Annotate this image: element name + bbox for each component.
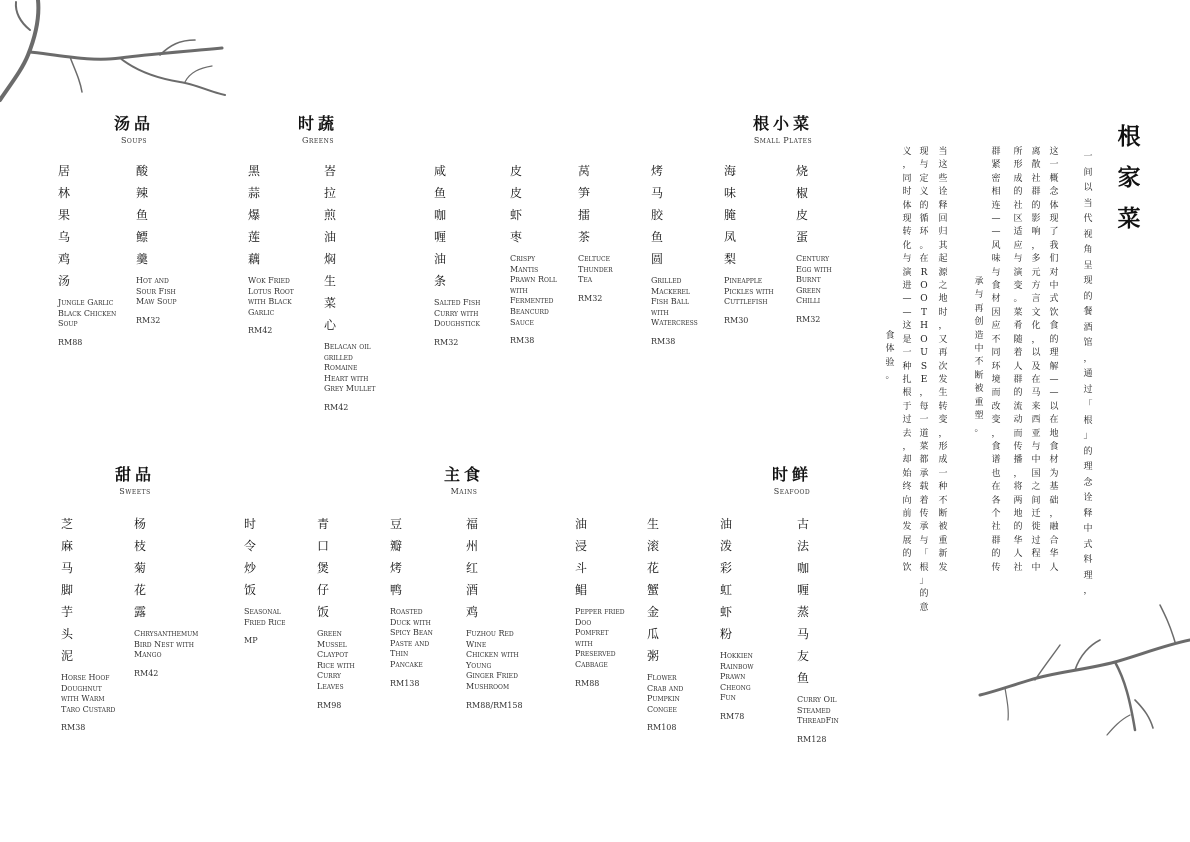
section-title-en: Mains xyxy=(450,487,478,496)
menu-item xyxy=(651,160,705,346)
section-title-en: Soups xyxy=(120,136,148,145)
dish-name-en: Flower Crab and Pumpkin Congee xyxy=(647,673,684,714)
dish-name-en: Green Mussel Claypot Rice with Curry Leaves xyxy=(317,629,355,691)
menu-item xyxy=(720,513,766,721)
section-title-zh: 时鲜 xyxy=(771,465,812,484)
dish-name-zh: 居 林 果 乌 鸡 汤 xyxy=(58,164,71,288)
section-title-zh: 根小菜 xyxy=(752,114,813,133)
menu-item xyxy=(466,513,523,710)
dish-name-en: Pepper fried Doo Pomfret with Preserved Cabbage xyxy=(575,607,625,669)
dish-price: RM32 xyxy=(434,337,459,347)
menu-item xyxy=(575,513,627,688)
menu-item xyxy=(578,160,628,303)
dish-name-zh: 烤 马 胶 鱼 圆 xyxy=(651,164,664,266)
section-title-zh: 汤品 xyxy=(113,114,154,133)
dish-price: RM138 xyxy=(390,678,420,688)
dish-name-zh: 皮 皮 虾 枣 xyxy=(510,164,523,244)
dish-price: MP xyxy=(244,636,258,646)
dish-price: RM88 xyxy=(58,337,83,347)
menu-item xyxy=(647,513,695,732)
menu-item xyxy=(134,513,214,678)
dish-name-zh: 咸 鱼 咖 喱 油 条 xyxy=(434,164,447,288)
dish-name-en: Hot and Sour Fish Maw Soup xyxy=(136,276,177,307)
menu-item xyxy=(796,160,844,324)
dish-name-zh: 生 滚 花 蟹 金 瓜 粥 xyxy=(647,517,660,663)
section-header-greens xyxy=(288,111,348,145)
section-title-zh: 主食 xyxy=(443,465,484,484)
dish-name-en: Celtuce Thunder Tea xyxy=(578,254,613,285)
section-title-en: Seafood xyxy=(773,487,811,496)
dish-price: RM42 xyxy=(248,326,273,336)
dish-price: RM98 xyxy=(317,700,342,710)
dish-price: RM88 xyxy=(575,678,600,688)
section-header-soups xyxy=(104,111,164,145)
dish-name-zh: 古 法 咖 喱 蒸 马 友 鱼 xyxy=(797,517,810,685)
dish-price: RM42 xyxy=(134,668,159,678)
dish-name-en: Grilled Mackerel Fish Ball with Watercress xyxy=(651,276,698,328)
intro-column: 群 紧 密 相 连 — — 风 味 与 食 材 因 应 不 同 环 境 而 改 变 ， 食 谱 也 在 各 个 社 群 的 传 xyxy=(991,147,1001,573)
dish-price: RM30 xyxy=(724,315,749,325)
dish-price: RM38 xyxy=(61,723,86,733)
section-title-en: Small Plates xyxy=(753,136,813,145)
branch-top-left-illustration xyxy=(0,0,230,110)
menu-item xyxy=(390,513,440,688)
intro-column: 一 间 以 当 代 视 角 呈 现 的 餐 酒 馆 ， 通 过 「 根 」 的 理 念 诠 释 中 式 料 理 ， xyxy=(1083,152,1093,596)
intro-column: 食 体 验 。 xyxy=(885,331,895,382)
menu-item xyxy=(797,513,847,744)
dish-name-zh: 时 令 炒 饭 xyxy=(244,517,257,597)
restaurant-title: 根 家 菜 xyxy=(1117,123,1141,232)
dish-name-en: Belacan oil grilled Romaine Heart with Grey Mullet xyxy=(324,342,376,394)
dish-name-en: Wok Fried Lotus Root with Black Garlic xyxy=(248,276,294,317)
menu-item xyxy=(510,160,562,345)
section-header-sweets xyxy=(105,462,165,496)
dish-name-zh: 酸 辣 鱼 鳔 羹 xyxy=(136,164,149,266)
menu-item xyxy=(317,513,363,710)
menu-item xyxy=(61,513,117,732)
dish-price: RM42 xyxy=(324,402,349,412)
dish-price: RM88/RM158 xyxy=(466,700,523,710)
intro-column: 现 与 定 义 的 循 环 。 在 R O O T H O U S E ， 每 一 道 菜 都 承 载 着 传 承 与 「 根 」 的 意 xyxy=(919,147,929,613)
menu-item xyxy=(58,160,118,347)
section-title-zh: 时蔬 xyxy=(297,114,338,133)
dish-price: RM32 xyxy=(796,314,821,324)
menu-item xyxy=(724,160,776,325)
dish-name-zh: 豆 瓣 烤 鸭 xyxy=(390,517,403,597)
dish-price: RM32 xyxy=(136,315,161,325)
dish-name-en: Roasted Duck with Spicy Bean Paste and Thin Pancake xyxy=(390,607,433,669)
dish-name-zh: 峇 拉 煎 油 焖 生 菜 心 xyxy=(324,164,337,332)
dish-name-en: Chrysanthemum Bird Nest with Mango xyxy=(134,629,199,660)
dish-name-en: Pineapple Pickles with Cuttlefish xyxy=(724,276,774,307)
dish-price: RM78 xyxy=(720,711,745,721)
dish-price: RM128 xyxy=(797,734,827,744)
menu-item xyxy=(324,160,376,412)
menu-item xyxy=(136,160,184,325)
dish-name-en: Jungle Garlic Black Chicken Soup xyxy=(58,298,117,329)
intro-column: 这 一 概 念 体 现 了 我 们 对 中 式 饮 食 的 理 解 — — 以 在 地 食 材 为 基 础 ， 融 合 华 人 xyxy=(1049,147,1059,573)
dish-name-zh: 油 浸 斗 鲳 xyxy=(575,517,588,597)
dish-name-en: Horse Hoof Doughnut with Warm Taro Custard xyxy=(61,673,116,714)
dish-name-en: Century Egg with Burnt Green Chilli xyxy=(796,254,832,306)
dish-name-en: Fuzhou Red Wine Chicken with Young Ginger Fried Mushroom xyxy=(466,629,519,691)
dish-name-en: Seasonal Fried Rice xyxy=(244,607,286,627)
dish-name-zh: 烧 椒 皮 蛋 xyxy=(796,164,809,244)
dish-name-zh: 莴 笋 擂 茶 xyxy=(578,164,591,244)
dish-name-zh: 青 口 煲 仔 饭 xyxy=(317,517,330,619)
dish-name-zh: 黑 蒜 爆 莲 藕 xyxy=(248,164,261,266)
dish-name-en: Crispy Mantis Prawn Roll with Fermented Beancurd Sauce xyxy=(510,254,557,327)
dish-price: RM38 xyxy=(651,336,676,346)
dish-name-zh: 芝 麻 马 脚 芋 头 泥 xyxy=(61,517,74,663)
menu-item xyxy=(248,160,298,335)
dish-price: RM38 xyxy=(510,336,535,346)
dish-name-zh: 杨 枝 菊 花 露 xyxy=(134,517,147,619)
dish-name-zh: 海 味 腌 凤 梨 xyxy=(724,164,737,266)
section-header-seafood xyxy=(762,462,822,496)
intro-column: 当 这 些 诠 释 回 归 其 起 源 之 地 时 ， 又 再 次 发 生 转 变 ， 形 成 一 种 不 断 被 重 新 发 xyxy=(938,147,948,573)
dish-name-en: Curry Oil Steamed ThreadFin xyxy=(797,695,839,726)
branch-bottom-right-illustration xyxy=(975,600,1190,740)
dish-price: RM108 xyxy=(647,723,677,733)
menu-item xyxy=(434,160,490,347)
section-header-mains xyxy=(434,462,494,496)
intro-column: 承 与 再 创 造 中 不 断 被 重 塑 。 xyxy=(974,277,984,435)
dish-name-en: Hokkien Rainbow Prawn Cheong Fun xyxy=(720,651,754,703)
intro-column: 离 散 社 群 的 影 响 ， 多 元 方 言 文 化 ， 以 及 在 马 来 西 亚 与 中 国 之 间 迁 徙 过 程 中 xyxy=(1031,147,1041,573)
menu-item xyxy=(244,513,290,645)
intro-column: 义 ， 同 时 体 现 转 化 与 演 进 — — 这 是 一 种 扎 根 于 过 去 ， 却 始 终 向 前 发 展 的 饮 xyxy=(902,147,912,573)
dish-price: RM32 xyxy=(578,293,603,303)
dish-name-en: Salted Fish Curry with Doughstick xyxy=(434,298,481,329)
section-header-small-plates xyxy=(746,111,820,145)
section-title-en: Greens xyxy=(301,136,335,145)
dish-name-zh: 福 州 红 酒 鸡 xyxy=(466,517,479,619)
section-title-zh: 甜品 xyxy=(114,465,155,484)
section-title-en: Sweets xyxy=(119,487,151,496)
intro-column: 所 形 成 的 社 区 适 应 与 演 变 。 菜 肴 随 着 人 群 的 流 动 而 传 播 ， 将 两 地 的 华 人 社 xyxy=(1013,147,1023,573)
dish-name-zh: 油 泼 彩 虹 虾 粉 xyxy=(720,517,733,641)
